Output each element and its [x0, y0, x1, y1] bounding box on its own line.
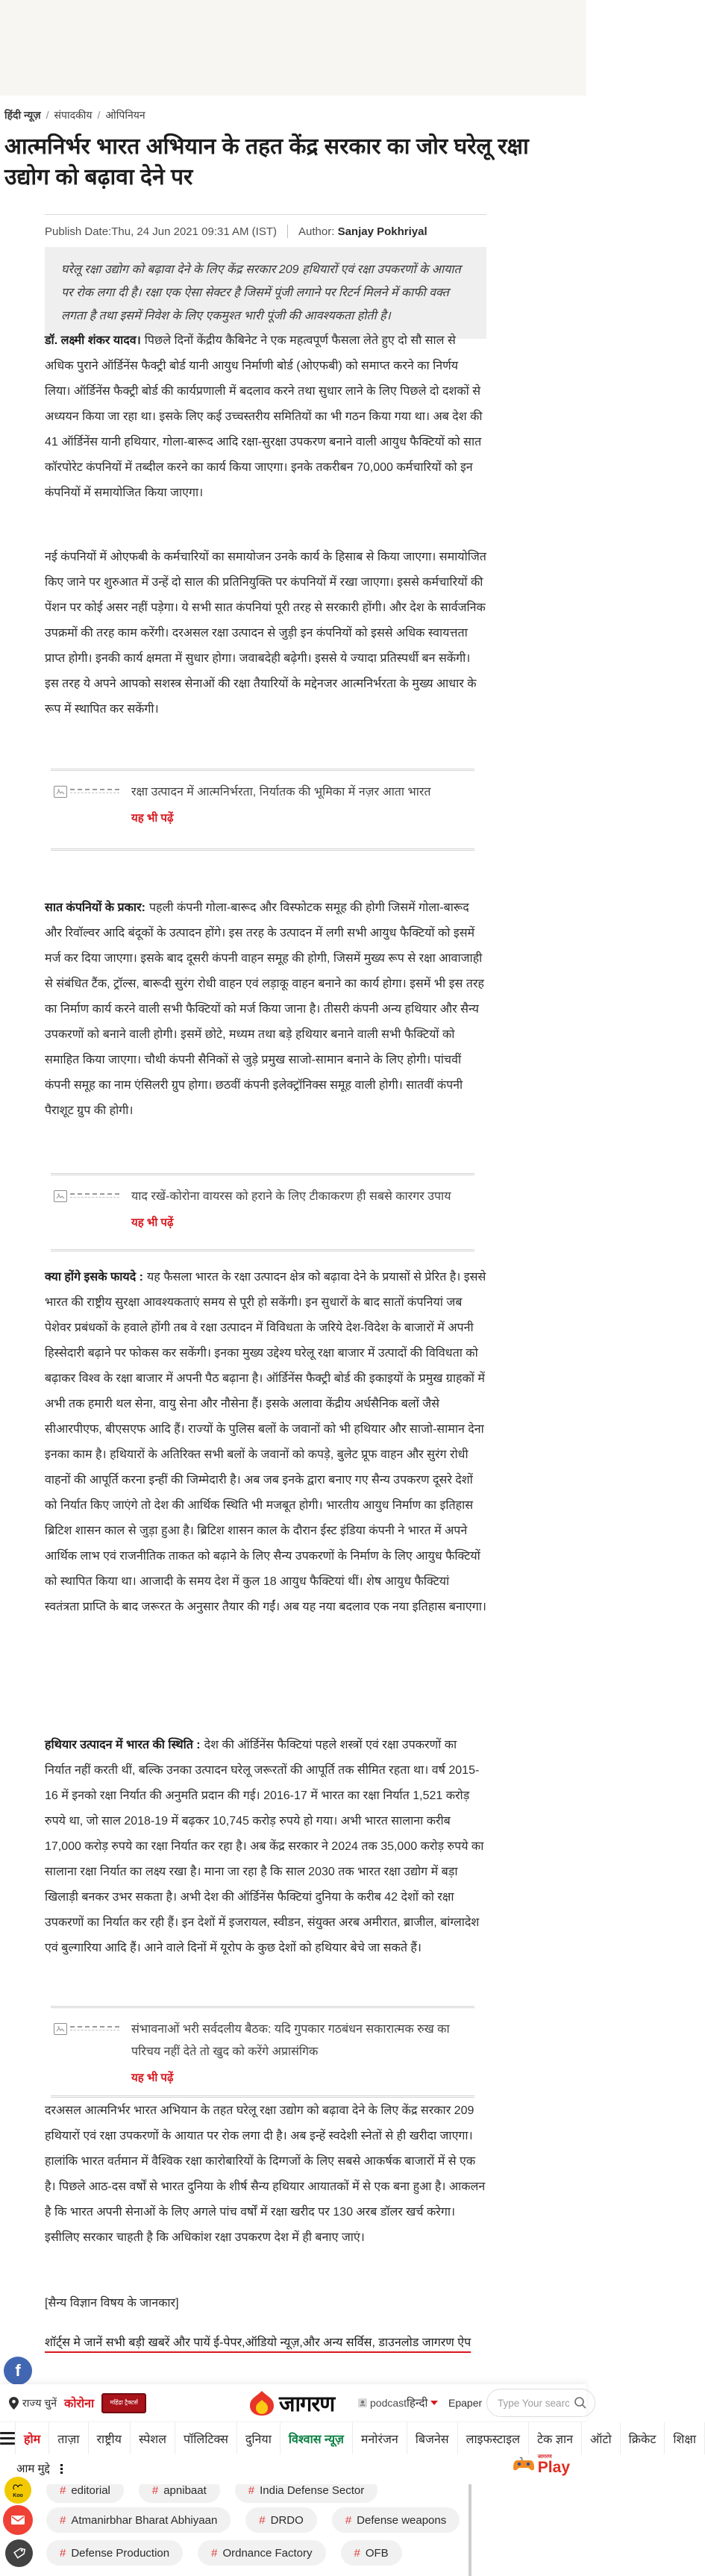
- nav-tab-10[interactable]: टेक ज्ञान: [528, 2422, 581, 2454]
- tag-chip[interactable]: [46, 2540, 183, 2566]
- nav-tab-2[interactable]: राष्ट्रीय: [88, 2422, 130, 2454]
- author-line: [298, 225, 427, 238]
- article-paragraph: सात कंपनियों के प्रकार: पहली कंपनी गोला-बारूद और विस्फोटक समूह की होगी जिसमें गोला-बारूद और रिवॉल्वर आदि बंदूकों के उत्पादन होंगे। इस तरह के उत्पादन में लगी सभी आयुध फैक्टियों को इसमें मर्ज कर दिया जाएगा। इसके बाद दूसरी कंपनी वाहन समूह की होगी, जिसमें मुख्य रूप से रक्षा आवाजाही से संबंधित टैंक, ट्रॉल्स, बारूदी सुरंग रोधी वाहन एवं लड़ाकू वाहन बनाने का कार्य होगा। इसमें भी इस तरह का निर्माण कार्य करने वाली सभी फैक्टियों को मर्ज किया जाना है। तीसरी कंपनी अन्य हथियार और सैन्य उपकरणों को बनाने वाली होगी। इसमें छोटे, मध्यम तथा बड़े हथियार बनाने वाली सभी फैक्टियों को समाहित किया जाएगा। चौथी कंपनी सैनिकों से जुड़े प्रमुख साजो-सामान बनाने के लिए होगी। पांचवीं कंपनी समूह का नाम एंसिलरी ग्रुप होगा। छठवीं कंपनी इलेक्ट्रॉनिक्स समूह वाली होगी। सातवीं कंपनी पैराशूट ग्रुप की होगी।: [45, 901, 484, 1117]
- author-name[interactable]: Sanjay Pokhriyal: [337, 225, 427, 238]
- nav-tab-3[interactable]: स्पेशल: [130, 2422, 175, 2454]
- tag-label: Ordnance Factory: [222, 2546, 313, 2560]
- nav-tab-0[interactable]: होम: [15, 2422, 48, 2454]
- page-title: आत्मनिर्भर भारत अभियान के तहत केंद्र सरकार का जोर घरेलू रक्षा उद्योग को बढ़ावा देने पर: [4, 134, 529, 190]
- kebab-menu-icon[interactable]: [60, 2464, 63, 2474]
- paragraph-lead: सात कंपनियों के प्रकार:: [45, 901, 145, 914]
- podcast-icon: [357, 2398, 368, 2408]
- tag-label: apnibaat: [163, 2483, 207, 2497]
- breadcrumb: [4, 108, 145, 122]
- hash-symbol: #: [151, 2483, 159, 2497]
- related-article-card[interactable]: [51, 769, 474, 851]
- hash-symbol: #: [211, 2546, 218, 2560]
- nav-tab-1[interactable]: ताज़ा: [48, 2422, 87, 2454]
- nav-tab-7[interactable]: मनोरंजन: [352, 2422, 407, 2454]
- tags-icon[interactable]: [5, 2539, 33, 2567]
- tag-chip[interactable]: [245, 2507, 317, 2533]
- article-paragraph: क्या होंगे इसके फायदे : यह फैसला भारत के रक्षा उत्पादन क्षेत्र को बढ़ावा देने के प्रयासों से प्रेरित है। इससे भारत की राष्ट्रीय सुरक्षा आवश्यकताएं समय से पूरी हो सकेंगी। इन सुधारों के बाद सातों कंपनियां जब पेशेवर प्रबंधकों के हवाले होंगी तब वे रक्षा उत्पादन में विविधता के जरिये देश-विदेश के बाजारों में अपनी हिस्सेदारी बढ़ाने पर फोकस कर सकेंगी। इनका मुख्य उद्देश्य घरेलू रक्षा बाजार में उत्पादों की विविधता को बढ़ाकर विश्व के रक्षा बाजार में अपनी पैठ बढ़ाना है। ऑर्डिनेंस फैक्ट्री बोर्ड की इकाइयों के प्रमुख ग्राहकों में अभी तक हमारी थल सेना, वायु सेना और नौसेना हैं। इसके अलावा केंद्रीय अर्धसैनिक बलों जैसे सीआरपीएफ, बीएसएफ आदि हैं। राज्यों के पुलिस बलों के जवानों को भी हथियार और साजो-सामान देना इनका काम है। हथियारों के अतिरिक्त सभी बलों के जवानों को कपड़े, बुलेट प्रूफ वाहन और सुरंग रोधी वाहनों की आपूर्ति करना इन्हीं की जिम्मेदारी है। अब जब इनके द्वारा बनाए गए सैन्य उपकरण दूसरे देशों को निर्यात किए जाएंगे तो देश की आर्थिक स्थिति भी मजबूत होगी। भारतीय आयुध निर्माण का इतिहास ब्रिटिश शासन काल से जुड़ा हुआ है। ब्रिटिश शासन काल के दौरान ईस्ट इंडिया कंपनी ने भारत में अपने आर्थिक लाभ एवं राजनीतिक ताकत को बढ़ाने के लिए सैन्य उपकरणों के निर्माण के लिए आयुध फैक्टियों को स्थापित किया था। आजादी के समय देश में कुल 18 आयुध फैक्टियां थीं। शेष आयुध फैक्टियां स्वतंत्रता प्राप्ति के बाद जरूरत के अनुसार तैयार की गईं। अब यह नया बदलाव एक नया इतिहास बनाएगा।: [45, 1271, 486, 1613]
- author-footnote: [सैन्य विज्ञान विषय के जानकार]: [45, 2297, 179, 2310]
- paragraph-lead: डॉ. लक्ष्मी शंकर यादव।: [45, 334, 141, 347]
- hash-symbol: #: [60, 2483, 66, 2497]
- article-paragraph: दरअसल आत्मनिर्भर भारत अभियान के तहत घरेलू रक्षा उद्योग को बढ़ावा देने के लिए केंद्र सरकार 209 हथियारों एवं रक्षा उपकरणों के आयात पर रोक लगा दी है। अब इन्हें स्वदेशी स्नेतों से ही खरीदा जाएगा। हालांकि भारत वर्तमान में वैश्विक रक्षा कारोबारियों के दिग्गजों के लिए सबसे आकर्षक बाजारों में से एक है। पिछले आठ-दस वर्षों से भारत दुनिया के शीर्ष सैन्य हथियार आयातकों में से एक बना हुआ है। आकलन है कि भारत अपनी सेनाओं के लिए अगले पांच वर्षों में रक्षा खरीद पर 130 अरब डॉलर खर्च करेगा। इसीलिए सरकार चाहती है कि अधिकांश रक्षा उपकरण देश में ही बनाए जाएं।: [45, 2104, 486, 2244]
- tag-label: Defense weapons: [357, 2513, 447, 2527]
- nav-tab-13[interactable]: शिक्षा: [664, 2422, 705, 2454]
- main-nav: [0, 2422, 697, 2454]
- article-paragraph: हथियार उत्पादन में भारत की स्थिति : देश की ऑर्डिनेंस फैक्टियां पहले शस्त्रों एवं रक्षा उपकरणों का निर्यात नहीं करती थीं, बल्कि उनका उत्पादन घरेलू जरूरतों की आपूर्ति तक सीमित रहता था। वर्ष 2015-16 में इनको रक्षा निर्यात की अनुमति प्रदान की गई। 2016-17 में भारत का रक्षा निर्यात 1,521 करोड़ रुपये था, जो साल 2018-19 में बढ़कर 10,745 करोड़ रुपये हो गया। अभी भारत सालाना करीब 17,000 करोड़ रुपये का रक्षा निर्यात कर रहा है। अब केंद्र सरकार ने 2024 तक 35,000 करोड़ रुपये का सालाना रक्षा निर्यात का लक्ष्य रखा है। माना जा रहा है कि साल 2030 तक भारत रक्षा उद्योग में बड़ा खिलाड़ी बनकर उभर सकता है। अभी देश की ऑर्डिनेंस फैक्टियां दुनिया के करीब 42 देशों को रक्षा उपकरणों का निर्यात कर रही हैं। इन देशों में इजरायल, स्वीडन, संयुक्त अरब अमीरात, ब्राजील, बांग्लादेश एवं बुल्गारिया आदि हैं। आने वाले दिनों में यूरोप के कुछ देशों को हथियार बेचे जा सकते हैं।: [45, 1739, 484, 1954]
- top-ad-placeholder: [0, 0, 586, 96]
- article-meta: [45, 215, 486, 238]
- podcast-link[interactable]: podcast: [357, 2384, 407, 2422]
- breadcrumb-separator: /: [97, 109, 101, 121]
- language-selector[interactable]: हिन्दी: [407, 2384, 438, 2422]
- nav-tab-9[interactable]: लाइफस्टाइल: [457, 2422, 528, 2454]
- broken-image-icon: [54, 1186, 119, 1239]
- gamepad-icon: [513, 2456, 535, 2474]
- tag-label: editorial: [71, 2483, 110, 2497]
- facebook-share-icon[interactable]: f: [4, 2357, 32, 2385]
- article-paragraph: डॉ. लक्ष्मी शंकर यादव। पिछले दिनों केंद्रीय कैबिनेट ने एक महत्वपूर्ण फैसला लेते हुए दो सौ साल से अधिक पुराने ऑर्डिनेंस फैक्ट्री बोर्ड यानी आयुध निर्माणी बोर्ड (ओएफबी) को समाप्त करने का निर्णय लिया। ऑर्डिनेंस फैक्ट्री बोर्ड की कार्यप्रणाली में बदलाव करने तथा सुधार लाने के लिए पिछले दो दशकों से अध्ययन किया जा रहा था। इसके लिए कई उच्चस्तरीय समितियों का भी गठन किया गया था। अब देश की 41 ऑर्डिनेंस यानी हथियार, गोला-बारूद आदि रक्षा-सुरक्षा उपकरण बनाने वाली आयुध फैक्टियों को सात कॉरपोरेट कंपनियों में तब्दील करने का कार्य किया जाएगा। इनके तकरीबन 70,000 कर्मचारियों को इन कंपनियों में समायोजित किया जाएगा।: [45, 334, 483, 499]
- hash-symbol: #: [354, 2546, 360, 2560]
- state-selector[interactable]: राज्य चुनें: [9, 2396, 57, 2410]
- article-paragraph: नई कंपनियों में ओएफबी के कर्मचारियों का समायोजन उनके कार्य के हिसाब से किया जाएगा। समायोजित किए जाने पर शुरुआत में उन्हें दो साल की प्रतिनियुक्ति पर कंपनियों में रखा जाएगा। इससे कर्मचारियों की पेंशन पर कोई असर नहीं पड़ेगा। ये सभी सात कंपनियां पूरी तरह से सरकारी होंगी। और देश के सार्वजनिक उपक्रमों की तरह काम करेंगी। दरअसल रक्षा उत्पादन से जुड़ी इन कंपनियों को इससे अधिक स्वायत्तता प्राप्त होगी। इनकी कार्य क्षमता में सुधार होगा। जवाबदेही बढ़ेगी। इससे ये ज्यादा प्रतिस्पर्धी बन सकेंगी। इस तरह ये अपने आपको सशस्त्र सेनाओं की रक्षा तैयारियों के मद्देनजर आत्मनिर्भरता के मुख्य आधार के रूप में स्थापित कर सकेंगी।: [45, 551, 486, 716]
- meta-divider: [287, 225, 288, 238]
- tag-chip[interactable]: [341, 2540, 402, 2566]
- site-header: [0, 2384, 586, 2422]
- corona-link[interactable]: कोरोना: [64, 2398, 95, 2410]
- app-download-link[interactable]: शॉर्ट्स मे जानें सभी बड़ी खबरें और पायें ई-पेपर,ऑडियो न्यूज़,और अन्य सर्विस, डाउनलोड जागरण ऐप: [45, 2336, 471, 2349]
- related-article-card[interactable]: [51, 2006, 474, 2098]
- koo-share-icon[interactable]: Koo: [4, 2477, 31, 2504]
- related-article-title[interactable]: रक्षा उत्पादन में आत्मनिर्भरता, निर्यातक की भूमिका में नज़र आता भारत: [131, 786, 431, 798]
- hash-symbol: #: [259, 2513, 266, 2527]
- chevron-down-icon: [430, 2401, 438, 2405]
- breadcrumb-section[interactable]: संपादकीय: [54, 109, 93, 121]
- tag-chip[interactable]: [46, 2507, 231, 2533]
- tag-label: India Defense Sector: [260, 2483, 365, 2497]
- tag-label: DRDO: [270, 2513, 304, 2527]
- mahindra-tractors-ad-badge[interactable]: महिंद्रा ट्रैक्टर्स: [101, 2393, 146, 2413]
- publish-date: Publish Date:Thu, 24 Jun 2021 09:31 AM (IST): [45, 225, 278, 238]
- broken-image-icon: [54, 2019, 119, 2085]
- search-box[interactable]: [486, 2389, 595, 2417]
- breadcrumb-home[interactable]: हिंदी न्यूज़: [4, 109, 41, 121]
- hash-symbol: #: [60, 2513, 66, 2527]
- related-article-title[interactable]: याद रखें-कोरोना वायरस को हराने के लिए टीकाकरण ही सबसे कारगर उपाय: [131, 1190, 451, 1203]
- breadcrumb-separator: /: [46, 109, 49, 121]
- hash-symbol: #: [60, 2546, 66, 2560]
- broken-image-icon: [54, 781, 119, 838]
- common-issues-link[interactable]: आम मुद्दे: [16, 2461, 63, 2476]
- nav-tab-11[interactable]: ऑटो: [581, 2422, 620, 2454]
- tag-row: [46, 2507, 460, 2533]
- nav-tab-4[interactable]: पॉलिटिक्स: [175, 2422, 236, 2454]
- search-input[interactable]: [498, 2398, 569, 2409]
- related-article-card[interactable]: [51, 1173, 474, 1251]
- also-read-link[interactable]: यह भी पढ़ें: [131, 1216, 174, 1229]
- location-pin-icon: [9, 2397, 19, 2410]
- tag-label: OFB: [365, 2546, 389, 2560]
- paragraph-lead: हथियार उत्पादन में भारत की स्थिति :: [45, 1739, 201, 1751]
- author-label: Author:: [298, 225, 335, 238]
- search-icon[interactable]: [574, 2396, 587, 2410]
- article-header: [45, 214, 486, 339]
- breadcrumb-subsection[interactable]: ओपिनियन: [105, 109, 145, 121]
- hash-symbol: #: [248, 2483, 255, 2497]
- tag-chip[interactable]: [332, 2507, 460, 2533]
- article-summary: घरेलू रक्षा उद्योग को बढ़ावा देने के लिए केंद्र सरकार 209 हथियारों एवं रक्षा उपकरणों के आयात पर रोक लगा दी है। रक्षा एक ऐसा सेक्टर है जिसमें पूंजी लगाने पर रिटर्न मिलने में काफी वक्त लगता है तथा इसमें निवेश के लिए एकमुश्त भारी पूंजी की आवश्यकता होती है।: [45, 247, 486, 339]
- sub-header: [0, 2454, 586, 2484]
- also-read-link[interactable]: यह भी पढ़ें: [131, 2072, 174, 2084]
- email-share-icon[interactable]: [3, 2505, 33, 2535]
- jagran-play-logo[interactable]: जागरण Play: [513, 2454, 570, 2475]
- tag-label: Atmanirbhar Bharat Abhiyaan: [71, 2513, 218, 2527]
- tag-label: Defense Production: [71, 2546, 170, 2560]
- also-read-link[interactable]: यह भी पढ़ें: [131, 812, 174, 825]
- nav-tab-6[interactable]: विश्वास न्यूज़: [280, 2422, 352, 2454]
- paragraph-lead: क्या होंगे इसके फायदे :: [45, 1271, 143, 1284]
- nav-tab-5[interactable]: दुनिया: [236, 2422, 280, 2454]
- tag-row: [46, 2540, 402, 2566]
- tag-chip[interactable]: [198, 2540, 325, 2566]
- hamburger-menu-icon[interactable]: [0, 2422, 15, 2454]
- jagran-logo[interactable]: जागरण: [246, 2384, 334, 2422]
- jagran-flame-icon: [246, 2389, 278, 2416]
- related-article-title[interactable]: संभावनाओं भरी सर्वदलीय बैठक: यदि गुपकार गठबंधन सकारात्मक रुख का परिचय नहीं देते तो खुद को करेंगे अप्रासंगिक: [131, 2023, 450, 2058]
- vertical-divider: [469, 2483, 471, 2576]
- hash-symbol: #: [345, 2513, 352, 2527]
- nav-tab-12[interactable]: क्रिकेट: [620, 2422, 665, 2454]
- epaper-link[interactable]: Epaper: [448, 2397, 483, 2409]
- nav-tab-8[interactable]: बिजनेस: [407, 2422, 457, 2454]
